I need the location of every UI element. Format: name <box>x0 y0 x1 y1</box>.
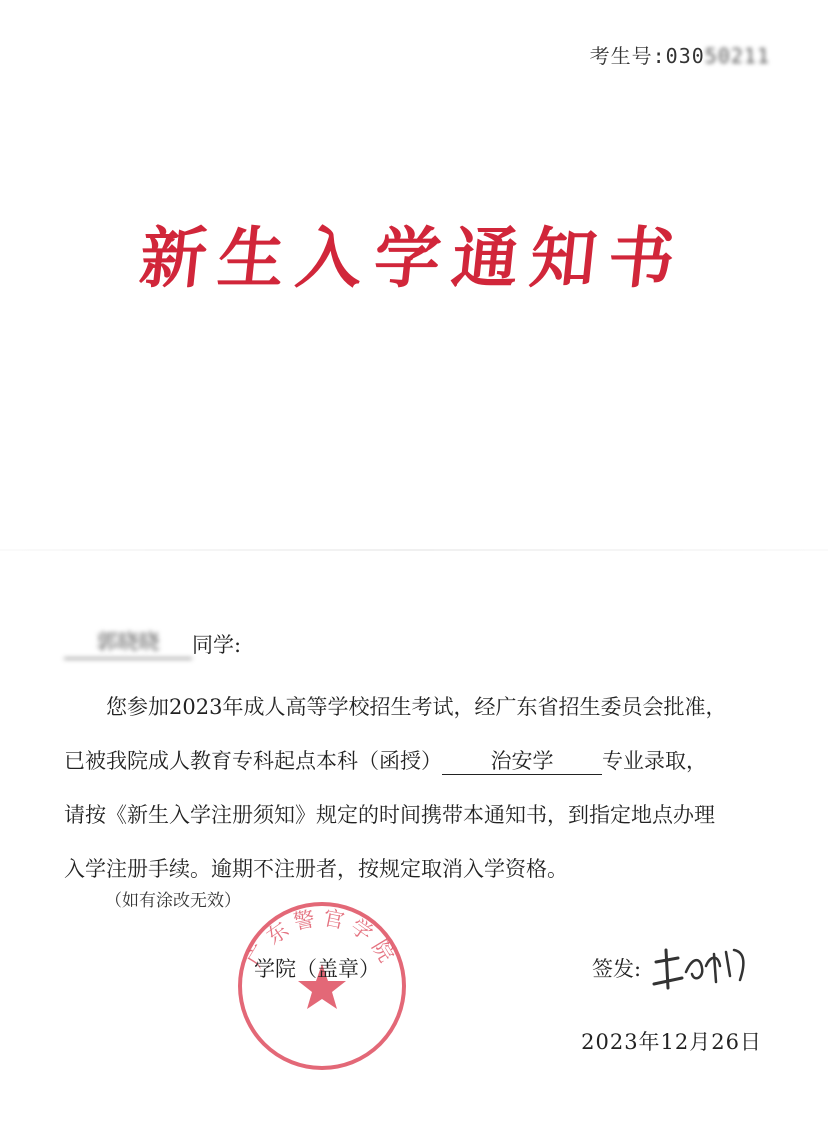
exam-number-redacted: 50211 <box>704 44 770 68</box>
college-seal <box>232 896 412 1076</box>
handwritten-signature <box>648 932 758 1002</box>
exam-number-label: 考生号: <box>589 44 666 68</box>
college-stamp-label: 学院（盖章） <box>254 957 380 981</box>
body-line-1: 您参加2023年成人高等学校招生考试，经广东省招生委员会批准， <box>106 695 727 719</box>
void-if-altered-note: （如有涂改无效） <box>105 891 241 911</box>
body-line-2 <box>64 734 774 788</box>
greeting <box>64 626 241 659</box>
body-line-2-prefix: 已被我院成人教育专科起点本科（函授） <box>64 749 442 773</box>
greeting-suffix: 同学: <box>192 633 242 657</box>
signed-by-label: 签发: <box>592 957 642 981</box>
exam-number-visible: 030 <box>665 44 705 68</box>
major-field: 治安学 <box>442 748 602 775</box>
paper-fold-line <box>0 549 828 551</box>
body-line-4: 入学注册手续。逾期不注册者，按规定取消入学资格。 <box>64 857 568 881</box>
issue-date: 2023年12月26日 <box>581 1030 762 1054</box>
exam-number <box>590 40 770 69</box>
body-line-3: 请按《新生入学注册须知》规定的时间携带本通知书，到指定地点办理 <box>64 803 715 827</box>
body-line-2-suffix: 专业录取， <box>602 749 707 773</box>
seal-text: 广东警官学院 <box>242 905 402 972</box>
document-title: 新生入学通知书 <box>136 219 691 297</box>
notice-body <box>64 680 774 896</box>
student-name-redacted: 郭晓晓 <box>64 626 192 659</box>
